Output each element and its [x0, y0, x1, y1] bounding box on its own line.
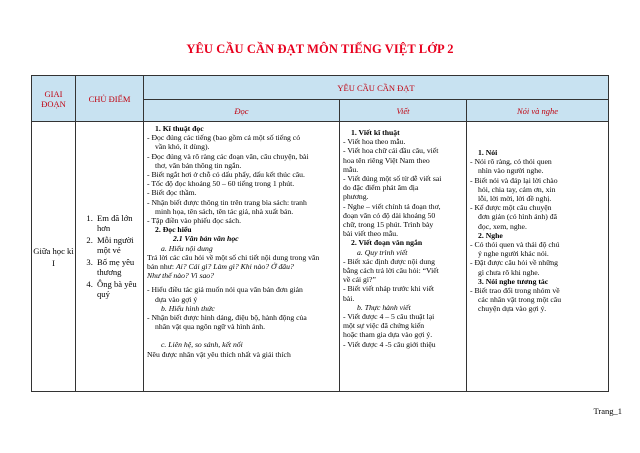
- noi-line: - Kể được một câu chuyện: [470, 203, 552, 213]
- doc-subheading: a. Hiểu nội dung: [161, 243, 213, 253]
- viet-line: - Nghe – viết chính tả đoạn thơ,: [343, 201, 441, 211]
- doc-line: - Tập điền vào phiếu đọc sách.: [147, 216, 241, 226]
- doc-question-words: Ai? Cái gì? Làm gì? Khi nào? Ở đâu?: [175, 262, 294, 272]
- topics-list: [76, 213, 143, 300]
- semester-label: Giữa học kì I: [33, 245, 74, 268]
- viet-heading: 1. Viết kĩ thuật: [351, 128, 400, 137]
- viet-line: về cái gì?”: [343, 275, 376, 285]
- viet-line: - Viết được 4 – 5 câu thuật lại: [343, 312, 435, 322]
- viet-line: một sự việc đã chứng kiến: [343, 321, 425, 331]
- viet-line: - Viết hoa theo mẫu.: [343, 137, 406, 147]
- noi-line: ý nghe người khác nói.: [478, 249, 549, 259]
- doc-line: dựa vào gợi ý: [155, 294, 198, 304]
- viet-line: - Biết viết nháp trước khi viết: [343, 284, 435, 294]
- noi-line: - Nói rõ ràng, có thói quen: [470, 157, 552, 167]
- doc-line: - Đọc đúng các tiếng (bao gồm cả một số tiếng có: [147, 133, 301, 143]
- doc-line: Trả lời các câu hỏi về một số chi tiết nội dung trong văn: [147, 252, 320, 262]
- page-number: Trang_1: [593, 406, 622, 416]
- noi-line: - Có thói quen và thái độ chú: [470, 240, 560, 250]
- doc-line: - Nhận biết được hình dáng, điệu bộ, hành động của: [147, 313, 307, 323]
- viet-line: - Viết đúng một số từ dễ viết sai: [343, 174, 442, 184]
- noi-nghe-cell: [467, 122, 609, 392]
- doc-line: - Biết ngắt hơi ở chỗ có dấu phẩy, dấu kết thúc câu.: [147, 170, 305, 180]
- viet-line: - Viết hoa chữ cái đầu câu, viết: [343, 146, 439, 156]
- topic-item: 2. Mỗi người một vẻ: [95, 235, 143, 256]
- doc-subheading: 2.1 Văn bản văn học: [173, 234, 239, 244]
- viet-heading: 2. Viết đoạn văn ngắn: [351, 238, 423, 248]
- noi-line: hỏi, chia tay, cảm ơn, xin: [478, 184, 556, 194]
- header-chu-diem: CHỦ ĐIỂM: [76, 76, 144, 122]
- doc-line: Nêu được nhân vật yêu thích nhất và giải thích: [147, 349, 291, 359]
- noi-line: - Đặt được câu hỏi về những: [470, 258, 558, 268]
- requirements-table: [31, 75, 609, 392]
- doc-line: minh họa, tên sách, tên tác giả, nhà xuất bản.: [155, 206, 294, 216]
- noi-line: lỗi, lời mời, lời đề nghị.: [478, 194, 552, 204]
- noi-line: các nhân vật trong một câu: [478, 295, 562, 305]
- header-noi-nghe: Nói và nghe: [467, 100, 609, 122]
- doc-heading: 2. Đọc hiểu: [155, 225, 192, 235]
- viet-line: bài.: [343, 293, 355, 303]
- viet-line: đoạn văn có độ dài khoảng 50: [343, 210, 436, 220]
- noi-line: nhìn vào người nghe.: [478, 166, 544, 176]
- noi-heading: 3. Nói nghe tương tác: [478, 276, 549, 286]
- viet-subheading: a. Quy trình viết: [357, 247, 408, 257]
- topics-cell: [76, 122, 144, 392]
- viet-subheading: b. Thực hành viết: [357, 302, 411, 312]
- topic-item: 1. Em đã lớn hơn: [95, 213, 143, 234]
- noi-heading: 2. Nghe: [478, 230, 503, 240]
- topic-item: 3. Bố mẹ yêu thương: [95, 257, 143, 278]
- doc-line: - Hiểu điều tác giả muốn nói qua văn bản đơn giản: [147, 285, 303, 295]
- doc-heading: 1. Kĩ thuật đọc: [155, 124, 204, 133]
- doc-cell: [144, 122, 340, 392]
- header-giai-doan: GIAI ĐOẠN: [32, 76, 76, 122]
- header-doc: Đọc: [144, 100, 340, 122]
- doc-line: - Đọc đúng và rõ ràng các đoạn văn, câu chuyện, bài: [147, 151, 309, 161]
- page-title: YÊU CẦU CẦN ĐẠT MÔN TIẾNG VIỆT LỚP 2: [186, 42, 454, 56]
- viet-line: - Viết được 4 -5 câu giới thiệu: [343, 339, 436, 349]
- viet-cell: [340, 122, 467, 392]
- doc-subheading: b. Hiểu hình thức: [161, 303, 215, 313]
- viet-line: hoa tên riêng Việt Nam theo: [343, 155, 430, 165]
- doc-line: vần khó, ít dùng).: [155, 142, 210, 152]
- topic-item: 4. Ông bà yêu quý: [95, 279, 143, 300]
- semester-cell: [32, 122, 76, 392]
- viet-line: - Biết xác định được nội dung: [343, 256, 435, 266]
- noi-line: đọc, xem, nghe.: [478, 221, 527, 231]
- doc-line: [147, 262, 337, 271]
- doc-line: thơ, văn bản thông tin ngắn.: [155, 160, 242, 170]
- viet-line: bằng cách trả lời câu hỏi: “Viết: [343, 266, 439, 276]
- noi-line: đơn giản (có hình ảnh) đã: [478, 212, 557, 222]
- viet-line: do đặc điểm phát âm địa: [343, 183, 419, 193]
- noi-line: - Biết trao đổi trong nhóm về: [470, 286, 560, 296]
- viet-line: bài viết theo mẫu.: [343, 229, 399, 239]
- viet-line: phương.: [343, 192, 369, 202]
- noi-line: gì chưa rõ khi nghe.: [478, 267, 540, 277]
- doc-line: - Biết đọc thầm.: [147, 188, 197, 198]
- doc-line: Như thế nào? Vì sao?: [147, 271, 214, 281]
- noi-line: - Biết nói và đáp lại lời chào: [470, 175, 558, 185]
- viet-line: hoặc tham gia dựa vào gợi ý.: [343, 330, 433, 340]
- doc-text: bản như:: [147, 262, 176, 272]
- viet-line: chữ, trong 15 phút. Trình bày: [343, 220, 434, 230]
- viet-line: mẫu.: [343, 164, 359, 174]
- noi-line: chuyện dựa vào gợi ý.: [478, 304, 547, 314]
- header-yeu-cau: YÊU CẦU CẦN ĐẠT: [144, 76, 609, 100]
- doc-line: - Nhận biết được thông tin trên trang bìa sách: tranh: [147, 197, 307, 207]
- header-viet: Viết: [340, 100, 467, 122]
- doc-line: - Tốc độ đọc khoảng 50 – 60 tiếng trong 1 phút.: [147, 179, 295, 189]
- doc-line: nhân vật qua ngôn ngữ và hình ảnh.: [155, 322, 266, 332]
- doc-subheading: c. Liên hệ, so sánh, kết nối: [161, 340, 243, 350]
- noi-heading: 1. Nói: [478, 148, 498, 157]
